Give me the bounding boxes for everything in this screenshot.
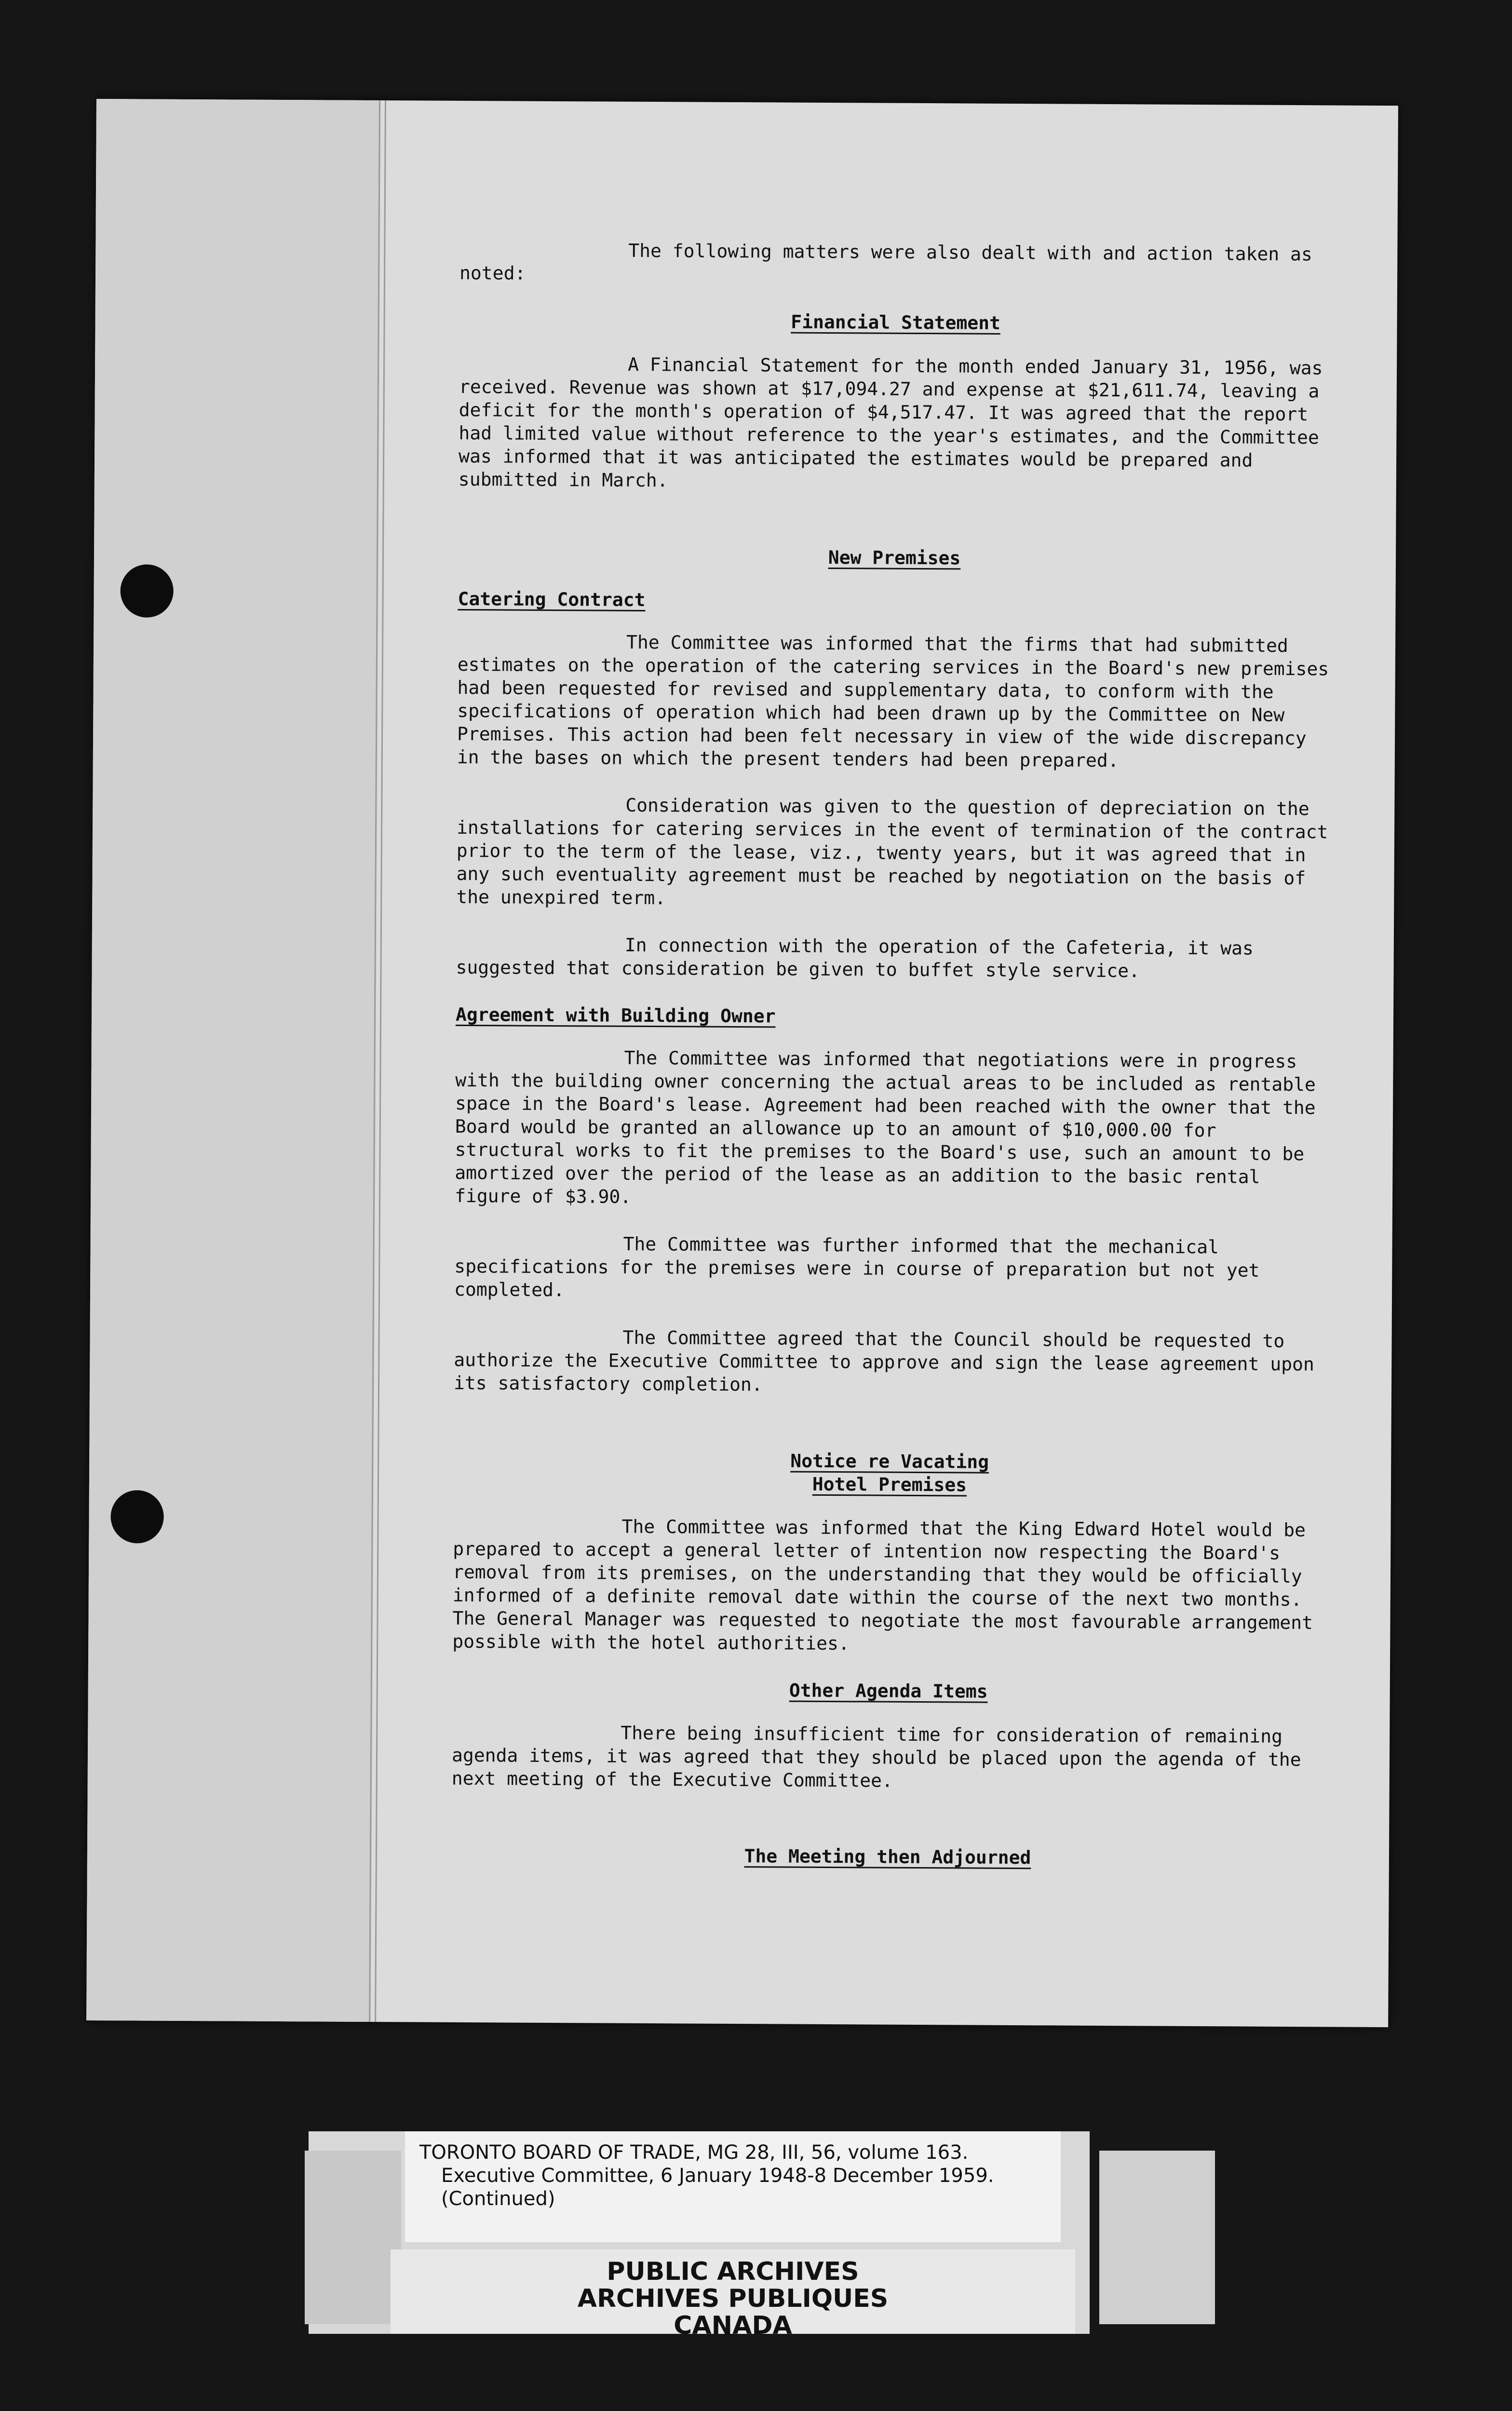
notice-paragraph: The Committee was informed that the King Edward Hotel would be prepared to accept a general letter of intention now respecting the Board's removal from its premises, on the understanding that they would be officially informed of a definite removal date within the course of the next two months. The General Manager was requested to negotiate the most favourable arrangement possible with the hotel authorities. [452,1516,1313,1654]
reference-line-1: TORONTO BOARD OF TRADE, MG 28, III, 56, volume 163. [419,2141,969,2164]
premises-heading: New Premises [828,546,961,569]
catering-paragraph-1: The Committee was informed that the firms that had submitted estimates on the operation of the catering services in the Board's new premises had been requested for revised and supplementary data, to conform with the specifications of operation which had been drawn up by the Committee on New Premises. This action had been felt necessary in view of the wide discrepancy in the bases on which the present tenders had been prepared. [457,631,1329,772]
archives-stamp [391,2249,1075,2340]
notice-heading-line-2: Hotel Premises [812,1473,967,1496]
financial-heading: Financial Statement [791,311,1001,334]
agreement-paragraph-3: The Committee agreed that the Council should be requested to authorize the Executive Committee to approve and sign the lease agreement upon its satisfactory completion. [453,1327,1314,1395]
reference-line-3: (Continued) [441,2188,555,2210]
punch-hole [120,564,174,618]
minutes-text [451,238,1333,1891]
financial-paragraph: A Financial Statement for the month ended January 31, 1956, was received. Revenue was shown at $17,094.27 and expense at $21,611.74, leaving a deficit for the month's operation of $4,517.47. It was agreed that the report had limited value without reference to the year's estimates, and the Committee was informed that it was anticipated the estimates would be prepared and submitted in March. [458,353,1323,491]
archive-reference [405,2131,1061,2242]
catering-heading: Catering Contract [458,588,646,610]
adjourned-line: The Meeting then Adjourned [744,1845,1031,1869]
document-page [86,99,1398,2027]
punch-hole [110,1490,164,1544]
catering-paragraph-3: In connection with the operation of the Cafeteria, it was suggested that consideration be given to buffet style service. [456,934,1254,982]
agreement-heading: Agreement with Building Owner [455,1003,776,1027]
label-tape [1099,2151,1215,2324]
catering-paragraph-2: Consideration was given to the question of depreciation on the installations for catering services in the event of termination of the contract prior to the term of the lease, viz., twenty years, but it was agreed that in any such eventuality agreement must be reached by negotiation on the basis of the unexpired term. [456,794,1328,909]
other-items-heading: Other Agenda Items [789,1680,988,1702]
binding-margin [86,99,381,2022]
label-tape [305,2151,401,2324]
notice-heading: Notice re Vacating [790,1450,989,1473]
stamp-line-1: PUBLIC ARCHIVES [607,2257,859,2286]
stamp-line-3: CANADA [674,2311,792,2340]
agreement-paragraph-2: The Committee was further informed that the mechanical specifications for the premises were in course of preparation but not yet completed. [454,1233,1260,1301]
stamp-line-2: ARCHIVES PUBLIQUES [577,2284,889,2313]
archive-label [309,2131,1090,2340]
intro-paragraph: The following matters were also dealt with and action taken as noted: [459,240,1312,284]
reference-line-2: Executive Committee, 6 January 1948-8 December 1959. [441,2165,994,2187]
other-items-paragraph: There being insufficient time for consideration of remaining agenda items, it was agreed that they should be placed upon the agenda of the next meeting of the Executive Committee. [451,1722,1301,1791]
agreement-paragraph-1: The Committee was informed that negotiations were in progress with the building owner concerning the actual areas to be included as rentable space in the Board's lease. Agreement had been reached with the owner that the Board would be granted an allowance up to an amount of $10,000.00 for structural works to fit the premises to the Board's use, such an amount to be amortized over the period of the lease as an addition to the basic rental figure of $3.90. [454,1047,1316,1207]
